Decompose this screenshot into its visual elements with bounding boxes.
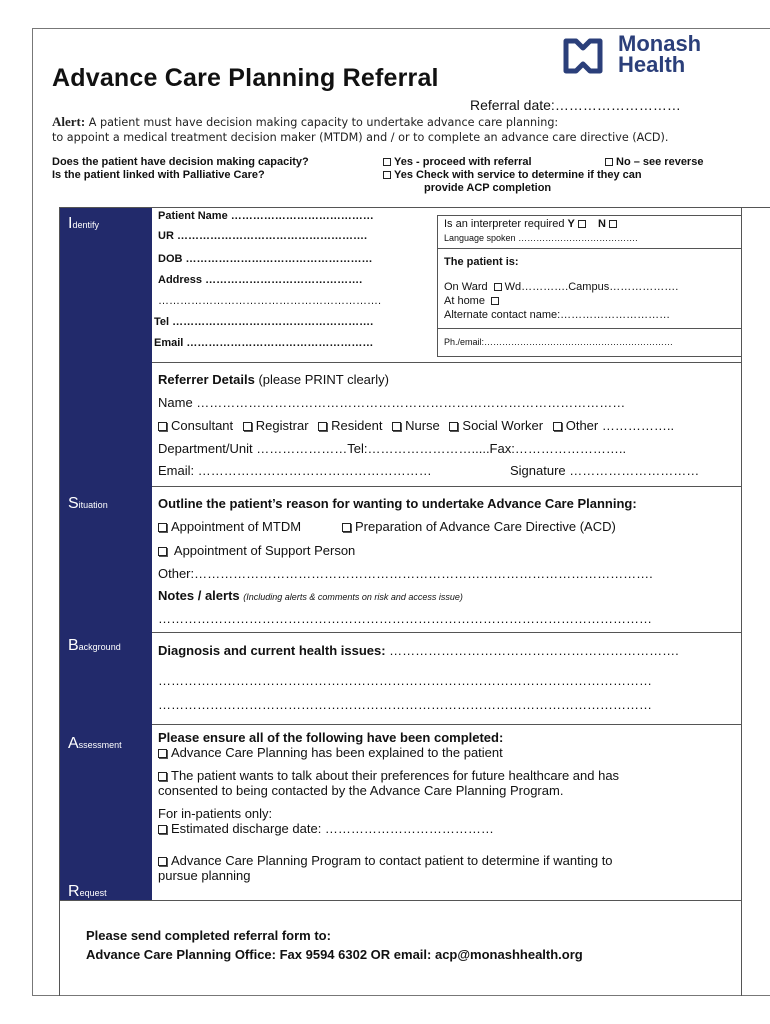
notes-field[interactable]: …………………………………………………………………………………………………… [158,611,652,626]
interpreter-question: Is an interpreter required Y N [444,218,620,230]
page-title: Advance Care Planning Referral [52,64,439,92]
acp-contact-option[interactable]: Advance Care Planning Program to contact patient to determine if wanting to [158,853,613,868]
situation-other-field[interactable]: Other:……………………………………………………………………………………………. [158,566,653,581]
divider [152,362,741,363]
sidebar-label-background: Background [68,637,121,654]
monash-health-logo [562,33,722,81]
inpatients-label: For in-patients only: [158,806,273,821]
alert-line-2: to appoint a medical treatment decision maker (MTDM) and / or to complete an advance care directive (ACD). [52,131,669,144]
referral-date-field[interactable]: Referral date:……………………… [470,97,681,113]
patient-consent-line-2: consented to being contacted by the Advance Care Planning Program. [158,783,564,798]
divider [60,900,741,901]
divider [152,724,741,725]
divider [152,632,741,633]
dob-field[interactable]: DOB …………………………………………… [158,253,373,265]
capacity-no-option[interactable]: No – see reverse [602,156,616,168]
role-other[interactable]: Other …………….. [547,418,674,433]
palliative-yes-note: provide ACP completion [424,182,552,194]
acd-option[interactable]: Preparation of Advance Care Directive (ACD) [342,519,616,534]
checkbox-icon[interactable] [342,523,351,532]
referrer-name-field[interactable]: Name ……………………………………………………………………………………… [158,395,626,410]
checkbox-icon[interactable] [243,422,252,431]
ph-email-field[interactable]: Ph./email:……………………………………………………… [444,337,674,347]
checkbox-icon[interactable] [158,547,167,556]
checkbox-icon[interactable] [158,857,167,866]
referrer-heading: Referrer Details (please PRINT clearly) [158,372,389,387]
checkbox-icon[interactable] [449,422,458,431]
divider [741,207,742,996]
footer-contact: Advance Care Planning Office: Fax 9594 6302 OR email: acp@monashhealth.org [86,947,583,962]
sidebar-label-identify: Identify [68,215,99,232]
checkbox-icon[interactable] [383,158,391,166]
divider [437,248,741,249]
divider [152,486,741,487]
notes-heading: Notes / alerts (Including alerts & comments on risk and access issue) [158,588,463,603]
role-consultant[interactable]: Consultant [158,418,233,433]
assessment-heading: Please ensure all of the following have been completed: [158,730,504,745]
department-tel-fax-field[interactable]: Department/Unit …………………Tel:…………………….....Fax:…………………….. [158,441,627,456]
patient-name-field[interactable]: Patient Name ………………………………… [158,210,374,222]
diagnosis-line-2[interactable]: …………………………………………………………………………………………………… [158,697,652,712]
ur-field[interactable]: UR ……………………………………………. [158,230,367,242]
palliative-question: Is the patient linked with Palliative Care? [52,169,265,181]
alternate-contact-field[interactable]: Alternate contact name:………………………… [444,309,671,321]
acp-contact-line-2: pursue planning [158,868,251,883]
mtdm-option[interactable]: Appointment of MTDM [158,519,301,534]
situation-heading: Outline the patient’s reason for wanting to undertake Advance Care Planning: [158,496,637,511]
checkbox-icon[interactable] [605,158,613,166]
email-field[interactable]: Email …………………………………………… [154,337,374,349]
at-home-option[interactable]: At home [444,295,502,307]
role-resident[interactable]: Resident [312,418,382,433]
footer-instruction: Please send completed referral form to: [86,928,331,943]
palliative-yes-option[interactable]: Yes Check with service to determine if they can [380,169,394,181]
on-ward-option[interactable]: On Ward Wd………….Campus………………. [444,281,679,293]
divider [437,328,741,329]
tel-field[interactable]: Tel ………………………………………………. [154,316,374,328]
discharge-date-option[interactable]: Estimated discharge date: ………………………………… [158,821,494,836]
checkbox-icon[interactable] [158,749,167,758]
address-field[interactable]: Address ……………………………………. [158,274,363,286]
checkbox-icon[interactable] [494,283,502,291]
checkbox-icon[interactable] [158,523,167,532]
diagnosis-field[interactable]: Diagnosis and current health issues: …………………………………………………………. [158,643,679,658]
divider [437,215,438,357]
checkbox-icon[interactable] [158,422,167,431]
monash-logo-icon [562,37,604,75]
sidebar-label-request: Request [68,883,107,900]
eligibility-questions [52,156,752,195]
sidebar-label-situation: Situation [68,495,108,512]
diagnosis-line-1[interactable]: …………………………………………………………………………………………………… [158,673,652,688]
patient-consent-option[interactable]: The patient wants to talk about their preferences for future healthcare and has [158,768,619,783]
divider [437,215,741,216]
logo-text: Monash Health [618,31,702,77]
interpreter-yes-checkbox[interactable] [578,220,586,228]
sidebar-label-assessment: Assessment [68,735,122,752]
checkbox-icon[interactable] [158,825,167,834]
checkbox-icon[interactable] [553,422,562,431]
checkbox-icon[interactable] [392,422,401,431]
checkbox-icon[interactable] [491,297,499,305]
role-nurse[interactable]: Nurse [386,418,440,433]
capacity-yes-option[interactable]: Yes - proceed with referral [380,156,394,168]
alert-line-1: Alert: A patient must have decision making capacity to undertake advance care planning: [52,114,559,129]
acp-explained-option[interactable]: Advance Care Planning has been explained to the patient [158,745,503,760]
checkbox-icon[interactable] [318,422,327,431]
interpreter-no-checkbox[interactable] [609,220,617,228]
support-person-option[interactable]: Appointment of Support Person [158,543,355,558]
referrer-email-field[interactable]: Email: ……………………………………………… [158,463,432,478]
referrer-role-options [158,418,674,433]
role-registrar[interactable]: Registrar [237,418,309,433]
divider [437,356,741,357]
address-field-line2[interactable]: ……………………………………………………. [158,295,382,307]
divider [60,207,770,208]
role-social-worker[interactable]: Social Worker [443,418,543,433]
capacity-question: Does the patient have decision making capacity? [52,156,309,168]
signature-field[interactable]: Signature ………………………… [510,463,700,478]
language-field[interactable]: Language spoken …………………………………. [444,233,638,243]
isbar-sidebar [60,207,152,900]
alert-label: Alert: [52,114,86,129]
checkbox-icon[interactable] [383,171,391,179]
patient-is-label: The patient is: [444,256,519,268]
checkbox-icon[interactable] [158,772,167,781]
